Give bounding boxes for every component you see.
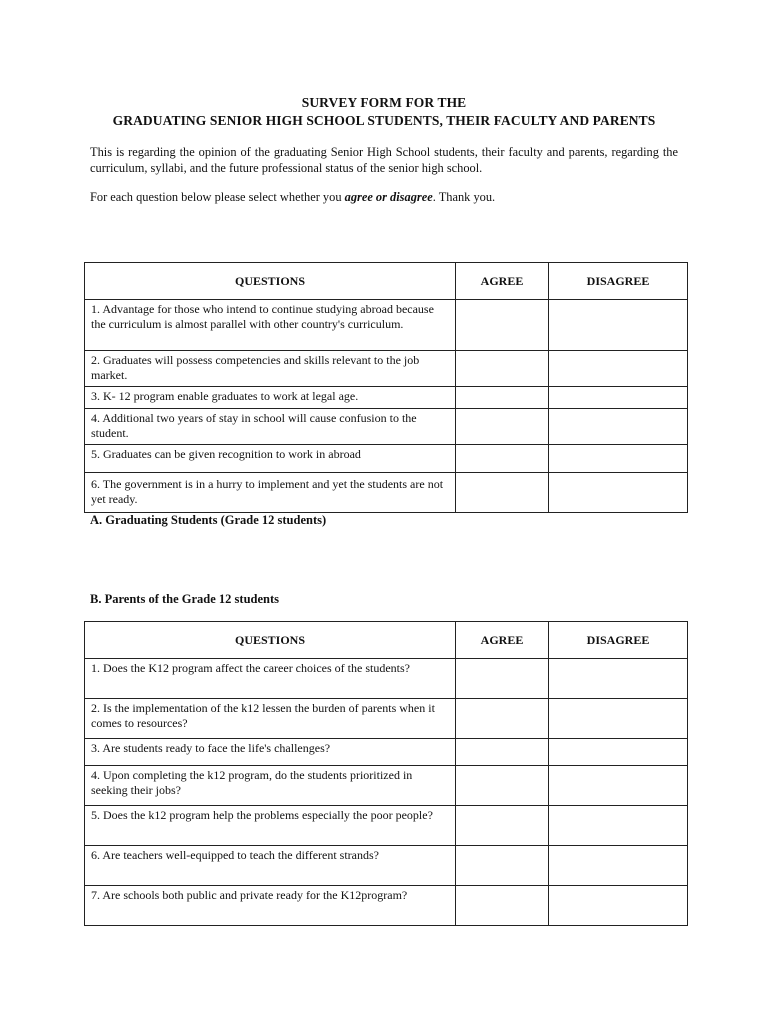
question-cell: 1. Does the K12 program affect the career choices of the students? — [85, 659, 456, 699]
table-row — [85, 739, 688, 766]
column-header-questions: QUESTIONS — [85, 263, 456, 300]
agree-answer-cell[interactable] — [456, 806, 549, 846]
disagree-answer-cell[interactable] — [549, 699, 688, 739]
question-cell: 6. The government is in a hurry to implement and yet the students are not yet ready. — [85, 473, 456, 513]
disagree-answer-cell[interactable] — [549, 739, 688, 766]
instruction-text-after: . Thank you. — [432, 190, 496, 204]
table-header-row — [85, 622, 688, 659]
column-header-disagree: DISAGREE — [549, 263, 688, 300]
question-cell: 7. Are schools both public and private ready for the K12program? — [85, 886, 456, 926]
column-header-agree: AGREE — [456, 263, 549, 300]
question-cell: 5. Graduates can be given recognition to work in abroad — [85, 445, 456, 473]
disagree-answer-cell[interactable] — [549, 445, 688, 473]
agree-answer-cell[interactable] — [456, 473, 549, 513]
disagree-answer-cell[interactable] — [549, 300, 688, 351]
survey-title-line-1: SURVEY FORM FOR THE — [301, 95, 467, 110]
agree-answer-cell[interactable] — [456, 445, 549, 473]
agree-answer-cell[interactable] — [456, 886, 549, 926]
question-cell: 4. Upon completing the k12 program, do the students prioritized in seeking their jobs? — [85, 766, 456, 806]
instruction-emphasis: agree or disagree — [344, 190, 433, 204]
table-row — [85, 387, 688, 409]
disagree-answer-cell[interactable] — [549, 351, 688, 387]
table-row — [85, 766, 688, 806]
table-row — [85, 659, 688, 699]
column-header-disagree: DISAGREE — [549, 622, 688, 659]
table-row — [85, 409, 688, 445]
disagree-answer-cell[interactable] — [549, 886, 688, 926]
instruction-text-before: For each question below please select whether you — [90, 190, 345, 204]
disagree-answer-cell[interactable] — [549, 846, 688, 886]
table-row — [85, 351, 688, 387]
agree-answer-cell[interactable] — [456, 659, 549, 699]
intro-paragraph: This is regarding the opinion of the graduating Senior High School students, their faculty and parents, regarding the curriculum, syllabi, and the future professional status of the senior high school. — [90, 145, 678, 175]
question-cell: 4. Additional two years of stay in school will cause confusion to the student. — [85, 409, 456, 445]
table-row — [85, 846, 688, 886]
table-row — [85, 445, 688, 473]
survey-title-line-2: GRADUATING SENIOR HIGH SCHOOL STUDENTS, THEIR FACULTY AND PARENTS — [112, 113, 656, 128]
agree-answer-cell[interactable] — [456, 351, 549, 387]
disagree-answer-cell[interactable] — [549, 806, 688, 846]
disagree-answer-cell[interactable] — [549, 409, 688, 445]
survey-table-parents — [84, 621, 688, 926]
section-a-label: A. Graduating Students (Grade 12 students) — [90, 513, 327, 527]
agree-answer-cell[interactable] — [456, 846, 549, 886]
disagree-answer-cell[interactable] — [549, 387, 688, 409]
agree-answer-cell[interactable] — [456, 300, 549, 351]
table-header-row — [85, 263, 688, 300]
disagree-answer-cell[interactable] — [549, 473, 688, 513]
question-cell: 3. K- 12 program enable graduates to work at legal age. — [85, 387, 456, 409]
disagree-answer-cell[interactable] — [549, 659, 688, 699]
table-row — [85, 473, 688, 513]
question-cell: 2. Graduates will possess competencies and skills relevant to the job market. — [85, 351, 456, 387]
survey-table-students — [84, 262, 688, 513]
agree-answer-cell[interactable] — [456, 699, 549, 739]
question-cell: 6. Are teachers well-equipped to teach the different strands? — [85, 846, 456, 886]
table-row — [85, 806, 688, 846]
agree-answer-cell[interactable] — [456, 409, 549, 445]
table-row — [85, 300, 688, 351]
question-cell: 1. Advantage for those who intend to continue studying abroad because the curriculum is almost parallel with other country's curriculum. — [85, 300, 456, 351]
agree-answer-cell[interactable] — [456, 766, 549, 806]
question-cell: 3. Are students ready to face the life's challenges? — [85, 739, 456, 766]
table-row — [85, 699, 688, 739]
question-cell: 2. Is the implementation of the k12 lessen the burden of parents when it comes to resources? — [85, 699, 456, 739]
column-header-agree: AGREE — [456, 622, 549, 659]
table-row — [85, 886, 688, 926]
disagree-answer-cell[interactable] — [549, 766, 688, 806]
instruction-paragraph — [90, 190, 678, 206]
question-cell: 5. Does the k12 program help the problems especially the poor people? — [85, 806, 456, 846]
agree-answer-cell[interactable] — [456, 739, 549, 766]
column-header-questions: QUESTIONS — [85, 622, 456, 659]
agree-answer-cell[interactable] — [456, 387, 549, 409]
section-b-label: B. Parents of the Grade 12 students — [90, 592, 280, 606]
